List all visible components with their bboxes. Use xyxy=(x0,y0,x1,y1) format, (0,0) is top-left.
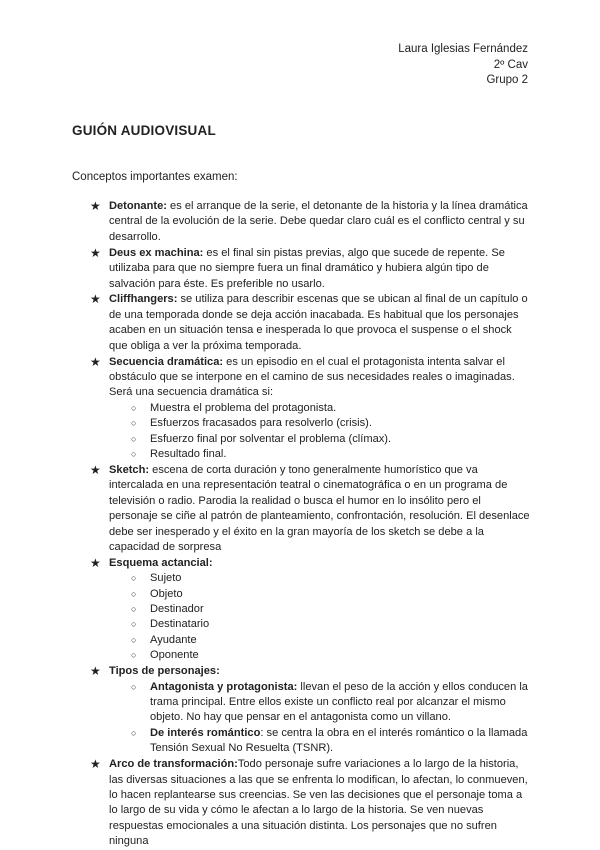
circle-bullet-icon: ○ xyxy=(131,402,137,413)
star-bullet-icon: ★ xyxy=(90,664,101,679)
sub-list xyxy=(109,401,530,463)
star-bullet-icon: ★ xyxy=(90,757,101,772)
sub-item xyxy=(131,587,530,602)
sub-item xyxy=(131,432,530,447)
concept-item xyxy=(90,355,530,463)
sub-item-text: Destinador xyxy=(150,603,204,616)
sub-item-text: Muestra el problema del protagonista. xyxy=(150,401,337,414)
sub-item xyxy=(131,680,530,726)
circle-bullet-icon: ○ xyxy=(131,619,137,630)
sub-item-term: De interés romántico xyxy=(150,726,261,739)
sub-item xyxy=(131,633,530,648)
concept-term: Detonante: xyxy=(109,200,167,212)
concept-item xyxy=(90,199,530,245)
sub-item-text: Objeto xyxy=(150,587,183,600)
concept-term: Sketch: xyxy=(109,463,150,476)
concept-definition: es el arranque de la serie, el detonante de la historia y la línea dramática central de la evolución de la serie. Debe quedar claro cuál es el conflicto central y su desarrollo. xyxy=(109,200,528,243)
sub-item-text: Resultado final. xyxy=(150,448,227,460)
sub-item-text: Ayudante xyxy=(150,633,197,646)
document-title: GUIÓN AUDIOVISUAL xyxy=(72,123,216,138)
concept-item xyxy=(90,246,530,292)
concept-item xyxy=(90,664,530,756)
circle-bullet-icon: ○ xyxy=(131,650,137,661)
circle-bullet-icon: ○ xyxy=(131,573,137,584)
star-bullet-icon: ★ xyxy=(90,199,101,213)
sub-item-text: Esfuerzo final por solventar el problema (clímax). xyxy=(150,432,392,445)
sub-item-text: Esfuerzos fracasados para resolverlo (crisis). xyxy=(150,417,372,430)
star-bullet-icon: ★ xyxy=(90,292,101,307)
circle-bullet-icon: ○ xyxy=(131,449,137,459)
concept-definition: se utiliza para describir escenas que se ubican al final de un capítulo o de una temporada donde se deja acción inacabada. Es habitual que los personajes acaben en un situación tensa e inesperada lo que provoca el suspense o el shock que obliga a ver la próxima temporada. xyxy=(109,293,528,352)
sub-item xyxy=(131,602,530,617)
author-group: Grupo 2 xyxy=(486,74,528,87)
concept-term: Secuencia dramática: xyxy=(109,355,224,368)
concept-term: Cliffhangers: xyxy=(109,293,178,306)
sub-item xyxy=(131,571,530,586)
sub-item xyxy=(131,617,530,632)
star-bullet-icon: ★ xyxy=(90,245,101,260)
concept-term: Tipos de personajes: xyxy=(109,665,220,678)
star-bullet-icon: ★ xyxy=(90,555,101,570)
author-block xyxy=(398,42,528,89)
concept-item xyxy=(90,556,530,664)
sub-item xyxy=(131,648,530,663)
sub-item xyxy=(131,401,530,416)
sub-item-text: llevan el peso de la acción y ellos conducen la trama principal. Entre ellos existe un conflicto real por alcanzar el mismo objeto. No hay que pensar en el antagonista como un villano. xyxy=(150,680,528,724)
circle-bullet-icon: ○ xyxy=(131,418,137,429)
sub-item-term: Antagonista y protagonista: xyxy=(150,680,298,693)
circle-bullet-icon: ○ xyxy=(131,433,137,444)
sub-item-text: Destinatario xyxy=(150,618,210,631)
concept-definition: escena de corta duración y tono generalmente humorístico que va intercalada en una representación teatral o cinematográfica o en un programa de televisión o radio. Parodia la realidad o busca el humor en lo insólito pero el personaje se ciñe al patrón de planteamiento, confrontación, resolución. El desenlace debe ser inesperado y el éxito en la gran mayoría de los sketch se debe a la capacidad de sorpresa xyxy=(109,463,530,553)
concept-term: Arco de transformación: xyxy=(109,758,238,771)
concept-item xyxy=(90,757,530,849)
sub-item-text: Sujeto xyxy=(150,572,182,585)
concept-item xyxy=(90,463,530,555)
sub-list xyxy=(109,571,530,663)
author-course: 2º Cav xyxy=(493,58,528,71)
star-bullet-icon: ★ xyxy=(90,354,101,369)
circle-bullet-icon: ○ xyxy=(131,588,137,599)
sub-item-text: : se centra la obra en el interés romántico o la llamada Tensión Sexual No Resuelta (TSNR). xyxy=(150,726,528,755)
sub-item xyxy=(131,726,530,757)
circle-bullet-icon: ○ xyxy=(131,681,137,692)
sub-list xyxy=(109,680,530,757)
concept-list xyxy=(90,199,530,850)
circle-bullet-icon: ○ xyxy=(131,604,137,615)
star-bullet-icon: ★ xyxy=(90,462,101,477)
concept-definition: es el final sin pistas previas, algo que sucede de repente. Se utilizaba para que no siempre fuera un final dramático y hubiera algún tipo de salvación para éste. Es preferible no usarlo. xyxy=(109,246,505,290)
intro-text: Conceptos importantes examen: xyxy=(72,171,238,183)
concept-definition: Todo personaje sufre variaciones a lo largo de la historia, las diversas situaciones a las que se enfrenta lo modifican, lo afectan, lo conmueven, lo hacen replantearse sus creencias. Se ven las decisiones que el personaje toma a lo largo de su vida y cómo le afectan a lo largo de la historia. Se ven nuevas respuestas emocionales a una situación distinta. Los personajes que no sufren ninguna xyxy=(109,758,528,848)
concept-definition: es un episodio en el cual el protagonista intenta salvar el obstáculo que se interpone en el camino de sus necesidades reales o imaginadas. Será una secuencia dramática si: xyxy=(109,355,515,399)
sub-item xyxy=(131,416,530,431)
circle-bullet-icon: ○ xyxy=(131,727,137,738)
author-name: Laura Iglesias Fernández xyxy=(398,43,528,55)
concept-term: Esquema actancial: xyxy=(109,556,213,569)
sub-item xyxy=(131,447,530,462)
sub-item-text: Oponente xyxy=(150,649,199,662)
concept-term: Deus ex machina: xyxy=(109,246,204,259)
circle-bullet-icon: ○ xyxy=(131,634,137,645)
concept-item xyxy=(90,292,530,354)
